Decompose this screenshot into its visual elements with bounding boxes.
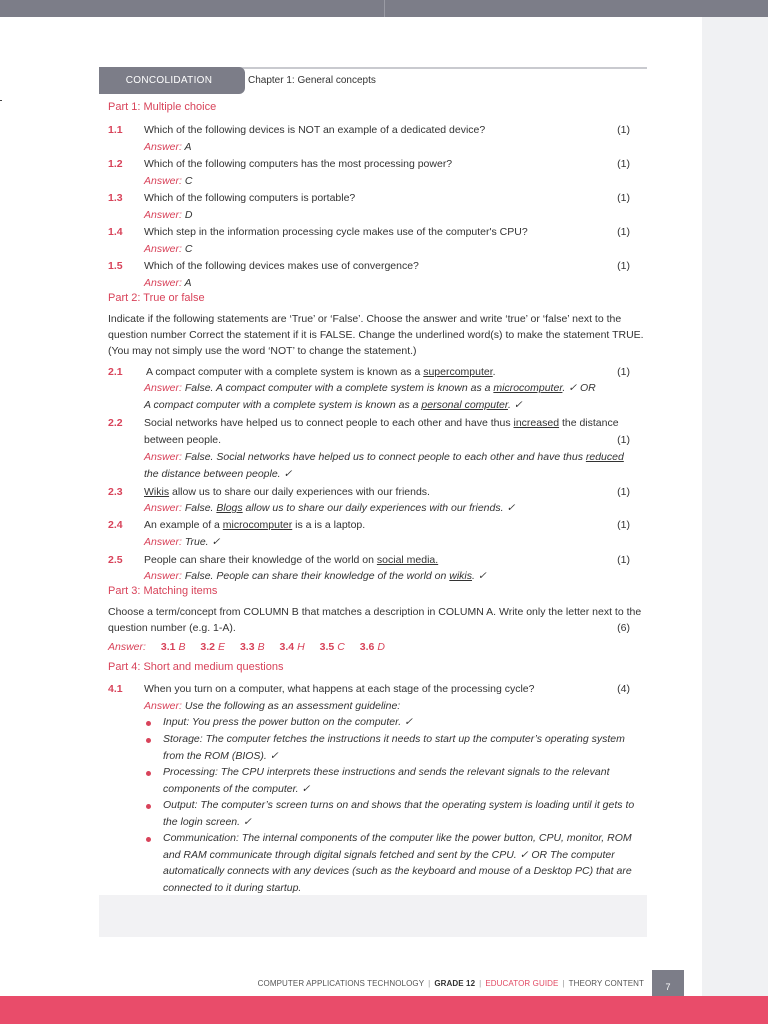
answer-label: Answer:: [144, 570, 182, 582]
answer-label: Answer:: [144, 277, 182, 289]
matching-answers: [108, 641, 385, 653]
question-text: [144, 486, 430, 498]
part3-intro-line: question number (e.g. 1-A).: [108, 622, 236, 634]
question-mark: (1): [617, 226, 630, 238]
answer-label: Answer:: [144, 502, 182, 514]
match-letter: E: [218, 641, 226, 653]
part1-title: Part 1: Multiple choice: [108, 101, 217, 113]
part3-intro-line: Choose a term/concept from COLUMN B that matches a description in COLUMN A. Write only the letter next to the: [108, 606, 642, 618]
footer-grade: GRADE 12: [434, 979, 476, 988]
answer-value: C: [184, 175, 193, 187]
underlined-word: increased: [513, 417, 560, 429]
part2-intro-line: (You may not simply use the word ‘NOT’ to change the statement.): [108, 345, 417, 357]
underlined-word: social media.: [376, 554, 439, 566]
text: Social networks have helped us to connect people to each other and have thus: [144, 417, 514, 429]
text: False. A compact computer with a complete system is known as a: [181, 382, 494, 394]
text: People can share their knowledge of the world on: [144, 554, 377, 566]
answer-label: Answer:: [144, 700, 182, 712]
question-number: 2.5: [108, 554, 123, 566]
question-number: 1.2: [108, 158, 123, 170]
question-text: [144, 417, 619, 429]
answer-line: [144, 451, 624, 463]
question-mark: (1): [617, 519, 630, 531]
answer-value: C: [184, 243, 193, 255]
underlined-word: microcomputer: [493, 382, 563, 394]
section-tab: [99, 67, 239, 94]
text: the distance: [559, 417, 619, 429]
answer-label: Answer:: [144, 175, 182, 187]
question-text: When you turn on a computer, what happens at each stage of the processing cycle?: [144, 683, 535, 695]
match-number: 3.2: [200, 641, 216, 653]
match-letter: B: [178, 641, 186, 653]
match-number: 3.6: [359, 641, 375, 653]
bullet-text: Storage: The computer fetches the instructions it needs to start up the computer’s operating system: [163, 733, 625, 745]
edge-mark: [0, 100, 2, 101]
answer-label: Answer:: [144, 451, 182, 463]
text: allow us to share our daily experiences with our friends. ✓: [242, 502, 516, 514]
bullet-text: Processing: The CPU interprets these instructions and sends the relevant signals to the relevant: [163, 766, 610, 778]
answer-line: [144, 141, 191, 153]
bullet-text: Communication: The internal components of the computer like the power button, CPU, monitor, ROM: [163, 832, 632, 844]
underlined-word: microcomputer: [222, 519, 293, 531]
text: . ✓: [472, 570, 487, 582]
answer-line: [144, 502, 515, 514]
text: A compact computer with a complete system is known as a: [146, 366, 424, 378]
question-number: 2.2: [108, 417, 123, 429]
section-tab-notch: [233, 67, 245, 94]
answer-label: Answer:: [144, 209, 182, 221]
question-text: [146, 366, 496, 378]
question-number: 2.4: [108, 519, 123, 531]
footer-separator: |: [479, 979, 482, 988]
match-letter: H: [297, 641, 305, 653]
footer-separator: |: [562, 979, 565, 988]
question-text: Which step in the information processing cycle makes use of the computer's CPU?: [144, 226, 528, 238]
part4-title: Part 4: Short and medium questions: [108, 661, 284, 673]
bullet-dot: [146, 804, 151, 809]
top-bar-divider: [384, 0, 385, 17]
bullet-text: from the ROM (BIOS). ✓: [163, 750, 279, 762]
part3-title: Part 3: Matching items: [108, 585, 218, 597]
part2-intro-line: Indicate if the following statements are ‘True’ or ‘False’. Choose the answer and write ‘true’ or ‘false’ next to the: [108, 313, 622, 325]
match-letter: B: [257, 641, 265, 653]
question-text: [144, 519, 365, 531]
question-number: 4.1: [108, 683, 123, 695]
answer-value: A: [184, 141, 192, 153]
bullet-text: components of the computer. ✓: [163, 783, 311, 795]
chapter-title: Chapter 1: General concepts: [248, 75, 376, 86]
text: True. ✓: [181, 536, 221, 548]
text: False.: [181, 502, 217, 514]
question-number: 2.3: [108, 486, 123, 498]
bullet-text: and RAM communicate through digital signals fetched and sent by the CPU. ✓ OR The computer: [163, 849, 615, 861]
question-mark: (1): [617, 434, 630, 446]
underlined-word: wikis: [449, 570, 473, 582]
text: .: [492, 366, 496, 378]
footer-bar: [0, 996, 768, 1024]
question-mark: (4): [617, 683, 630, 695]
bullet-dot: [146, 738, 151, 743]
footer-text: [258, 979, 644, 988]
answer-line: [144, 382, 596, 394]
bullet-text: Output: The computer’s screen turns on and shows that the operating system is loading until it gets to: [163, 799, 635, 811]
bullet-text: automatically connects with any devices (such as the keyboard and mouse of a Desktop PC) that are: [163, 865, 632, 877]
footer-guide: EDUCATOR GUIDE: [485, 979, 559, 988]
part2-title: Part 2: True or false: [108, 292, 205, 304]
answer-line: [144, 399, 523, 411]
answer-label: Answer:: [144, 141, 182, 153]
text: Use the following as an assessment guideline:: [181, 700, 401, 712]
bullet-dot: [146, 721, 151, 726]
bullet-dot: [146, 771, 151, 776]
part2-intro-line: question number Correct the statement if it is FALSE. Change the underlined word(s) to make the statement TRUE.: [108, 329, 644, 341]
answer-label: Answer:: [108, 641, 146, 653]
question-number: 1.4: [108, 226, 123, 238]
text: An example of a: [144, 519, 223, 531]
text: False. People can share their knowledge of the world on: [181, 570, 450, 582]
footer-subject: COMPUTER APPLICATIONS TECHNOLOGY: [257, 979, 425, 988]
match-number: 3.4: [279, 641, 295, 653]
answer-label: Answer:: [144, 243, 182, 255]
match-number: 3.3: [239, 641, 255, 653]
question-text: Which of the following devices is NOT an example of a dedicated device?: [144, 124, 486, 136]
question-mark: (1): [617, 486, 630, 498]
answer-line: the distance between people. ✓: [144, 468, 293, 480]
page-number: 7: [652, 970, 684, 1004]
underlined-word: Blogs: [216, 502, 243, 514]
side-panel: [702, 17, 768, 1024]
match-letter: C: [337, 641, 345, 653]
answer-line: [144, 175, 192, 187]
question-text: between people.: [144, 434, 222, 446]
underlined-word: reduced: [585, 451, 624, 463]
question-mark: (1): [617, 260, 630, 272]
question-mark: (1): [617, 554, 630, 566]
question-mark: (1): [617, 366, 630, 378]
answer-label: Answer:: [144, 382, 182, 394]
question-number: 1.3: [108, 192, 123, 204]
footer-content: THEORY CONTENT: [568, 979, 644, 988]
answer-line: [144, 570, 487, 582]
question-text: Which of the following computers has the most processing power?: [144, 158, 453, 170]
top-bar: [0, 0, 768, 17]
question-number: 1.1: [108, 124, 123, 136]
question-mark: (1): [617, 124, 630, 136]
answer-line: [144, 277, 191, 289]
text: False. Social networks have helped us to connect people to each other and have thus: [181, 451, 586, 463]
underlined-word: supercomputer: [423, 366, 493, 378]
question-mark: (1): [617, 192, 630, 204]
match-number: 3.1: [160, 641, 176, 653]
answer-line: [144, 209, 192, 221]
bullet-text: connected to it during startup.: [163, 882, 302, 894]
content-shade: [99, 895, 647, 937]
question-text: Which of the following devices makes use of convergence?: [144, 260, 419, 272]
answer-label: Answer:: [144, 536, 182, 548]
question-number: 2.1: [108, 366, 123, 378]
section-tab-label: CONCOLIDATION: [125, 75, 213, 86]
answer-value: A: [184, 277, 192, 289]
answer-line: [144, 536, 220, 548]
question-mark: (6): [617, 622, 630, 634]
underlined-word: personal computer: [421, 399, 508, 411]
question-text: [144, 554, 438, 566]
match-letter: D: [377, 641, 385, 653]
question-text: Which of the following computers is portable?: [144, 192, 356, 204]
text: allow us to share our daily experiences with our friends.: [169, 486, 430, 498]
bullet-dot: [146, 837, 151, 842]
question-mark: (1): [617, 158, 630, 170]
bullet-text: Input: You press the power button on the computer. ✓: [163, 716, 413, 728]
footer-separator: |: [428, 979, 431, 988]
question-number: 1.5: [108, 260, 123, 272]
answer-line: [144, 700, 400, 712]
text: A compact computer with a complete system is known as a: [144, 399, 422, 411]
bullet-text: the login screen. ✓: [163, 816, 252, 828]
answer-line: [144, 243, 192, 255]
match-number: 3.5: [319, 641, 335, 653]
text: . ✓: [507, 399, 523, 411]
text: . ✓ OR: [562, 382, 596, 394]
underlined-word: Wikis: [144, 486, 170, 498]
text: is a is a laptop.: [292, 519, 366, 531]
answer-value: D: [184, 209, 193, 221]
